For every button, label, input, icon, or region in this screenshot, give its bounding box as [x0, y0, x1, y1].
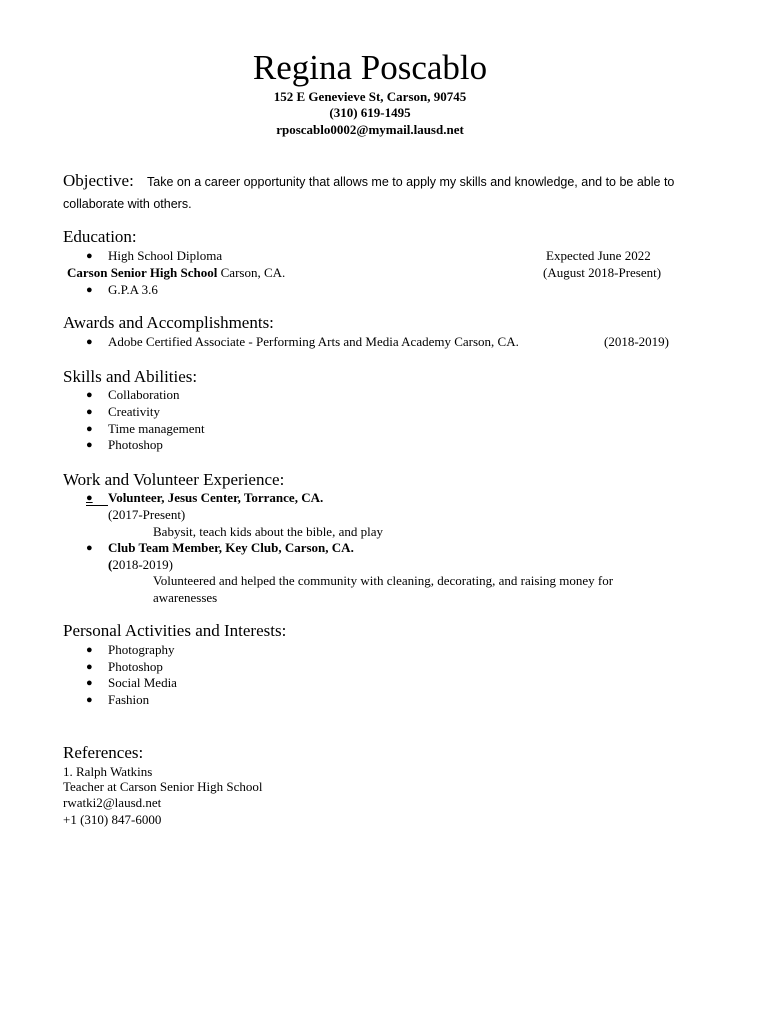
bullet-icon: ● [86, 492, 93, 504]
job2-description-line1: Volunteered and helped the community with cleaning, decorating, and raising money for [153, 573, 614, 588]
list-item: Fashion [108, 692, 150, 707]
address: 152 E Genevieve St, Carson, 90745 [273, 89, 467, 104]
underline-divider [86, 505, 108, 506]
job2-title: Club Team Member, Key Club, Carson, CA. [108, 540, 354, 555]
reference-email: rwatki2@lausd.net [63, 795, 162, 810]
job2-paren: ( [108, 557, 113, 572]
reference-title: Teacher at Carson Senior High School [63, 779, 263, 794]
awards-item: Adobe Certified Associate - Performing Arts and Media Academy Carson, CA. [108, 334, 519, 349]
list-item: Photoshop [108, 659, 163, 674]
job2-dates-line [108, 557, 173, 573]
email: rposcablo0002@mymail.lausd.net [276, 122, 464, 137]
education-school-location: Carson, CA. [220, 265, 286, 280]
education-heading: Education: [63, 227, 137, 246]
objective-text-line2: collaborate with others. [63, 197, 192, 211]
reference-name: 1. Ralph Watkins [63, 764, 153, 779]
education-expected: Expected June 2022 [546, 248, 651, 263]
bullet-icon: ● [86, 423, 93, 435]
bullet-icon: ● [86, 644, 93, 656]
list-item: Photoshop [108, 437, 163, 452]
bullet-icon: ● [86, 406, 93, 418]
bullet-icon: ● [86, 389, 93, 401]
list-item: Photography [108, 642, 175, 657]
bullet-icon: ● [86, 694, 93, 706]
education-school: Carson Senior High School [67, 265, 218, 280]
list-item: Social Media [108, 675, 177, 690]
objective-heading: Objective: [63, 171, 134, 190]
job1-dates: (2017-Present) [108, 507, 186, 522]
skills-heading: Skills and Abilities: [63, 367, 198, 386]
job1-title: Volunteer, Jesus Center, Torrance, CA. [108, 490, 324, 505]
education-dates: (August 2018-Present) [543, 265, 662, 280]
work-heading: Work and Volunteer Experience: [63, 470, 285, 489]
list-item: Time management [108, 421, 205, 436]
bullet-icon: ● [86, 661, 93, 673]
bullet-icon: ● [86, 439, 93, 451]
list-item: Collaboration [108, 387, 180, 402]
education-diploma: High School Diploma [108, 248, 223, 263]
resume-name: Regina Poscablo [252, 48, 488, 87]
job2-dates: 2018-2019) [112, 557, 174, 572]
education-school-line [67, 265, 285, 281]
list-item: Creativity [108, 404, 160, 419]
education-gpa: G.P.A 3.6 [108, 282, 158, 297]
awards-heading: Awards and Accomplishments: [63, 313, 274, 332]
job1-description: Babysit, teach kids about the bible, and play [153, 524, 383, 539]
awards-dates: (2018-2019) [604, 334, 669, 349]
bullet-icon: ● [86, 677, 93, 689]
bullet-icon: ● [86, 250, 93, 262]
interests-heading: Personal Activities and Interests: [63, 621, 287, 640]
bullet-icon: ● [86, 542, 93, 554]
bullet-icon: ● [86, 284, 93, 296]
job2-description-line2: awarenesses [153, 590, 218, 605]
phone: (310) 619-1495 [329, 105, 411, 120]
reference-phone: +1 (310) 847-6000 [63, 812, 162, 827]
bullet-icon: ● [86, 336, 93, 348]
references-heading: References: [63, 743, 144, 762]
objective-text-line1: Take on a career opportunity that allows me to apply my skills and knowledge, and to be able to [147, 175, 675, 189]
